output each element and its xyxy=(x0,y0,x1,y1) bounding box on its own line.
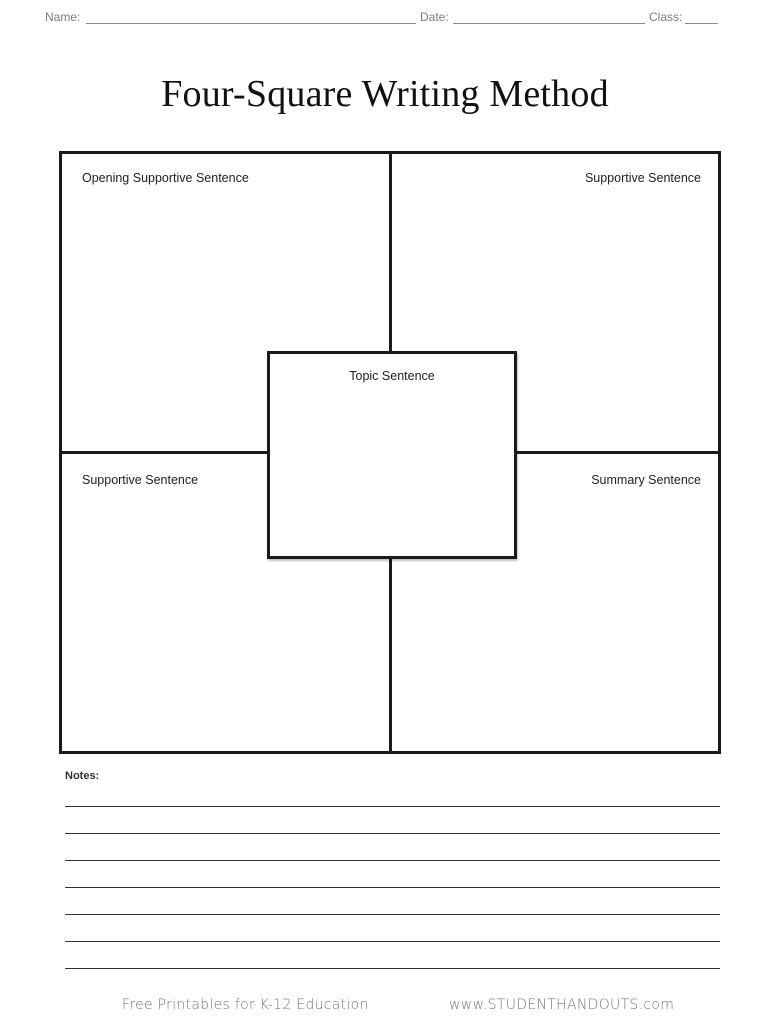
header-fields xyxy=(0,10,770,28)
notes-line[interactable] xyxy=(65,833,720,834)
notes-line[interactable] xyxy=(65,860,720,861)
notes-line[interactable] xyxy=(65,968,720,969)
name-label: Name: xyxy=(45,10,81,24)
footer-tagline: Free Printables for K-12 Education xyxy=(122,997,369,1013)
notes-line[interactable] xyxy=(65,941,720,942)
date-label: Date: xyxy=(420,10,449,24)
divider-left-horizontal xyxy=(59,451,270,454)
notes-label: Notes: xyxy=(65,770,100,782)
divider-bottom-vertical xyxy=(389,556,392,754)
class-field-line[interactable] xyxy=(685,23,718,24)
quadrant-label-supportive-top-right: Supportive Sentence xyxy=(584,171,701,185)
notes-line[interactable] xyxy=(65,887,720,888)
divider-right-horizontal xyxy=(514,451,721,454)
name-field-line[interactable] xyxy=(86,23,416,24)
notes-line[interactable] xyxy=(65,914,720,915)
quadrant-label-summary: Summary Sentence xyxy=(591,473,701,487)
divider-top-vertical xyxy=(389,151,392,354)
date-field-line[interactable] xyxy=(453,23,645,24)
notes-line[interactable] xyxy=(65,806,720,807)
quadrant-label-supportive-bottom-left: Supportive Sentence xyxy=(82,473,199,487)
class-label: Class: xyxy=(649,10,683,24)
center-label-topic: Topic Sentence xyxy=(349,369,435,383)
page-title: Four-Square Writing Method xyxy=(161,73,609,115)
footer-website-link[interactable]: www.STUDENTHANDOUTS.com xyxy=(449,997,675,1013)
quadrant-label-opening-supportive: Opening Supportive Sentence xyxy=(82,171,249,185)
